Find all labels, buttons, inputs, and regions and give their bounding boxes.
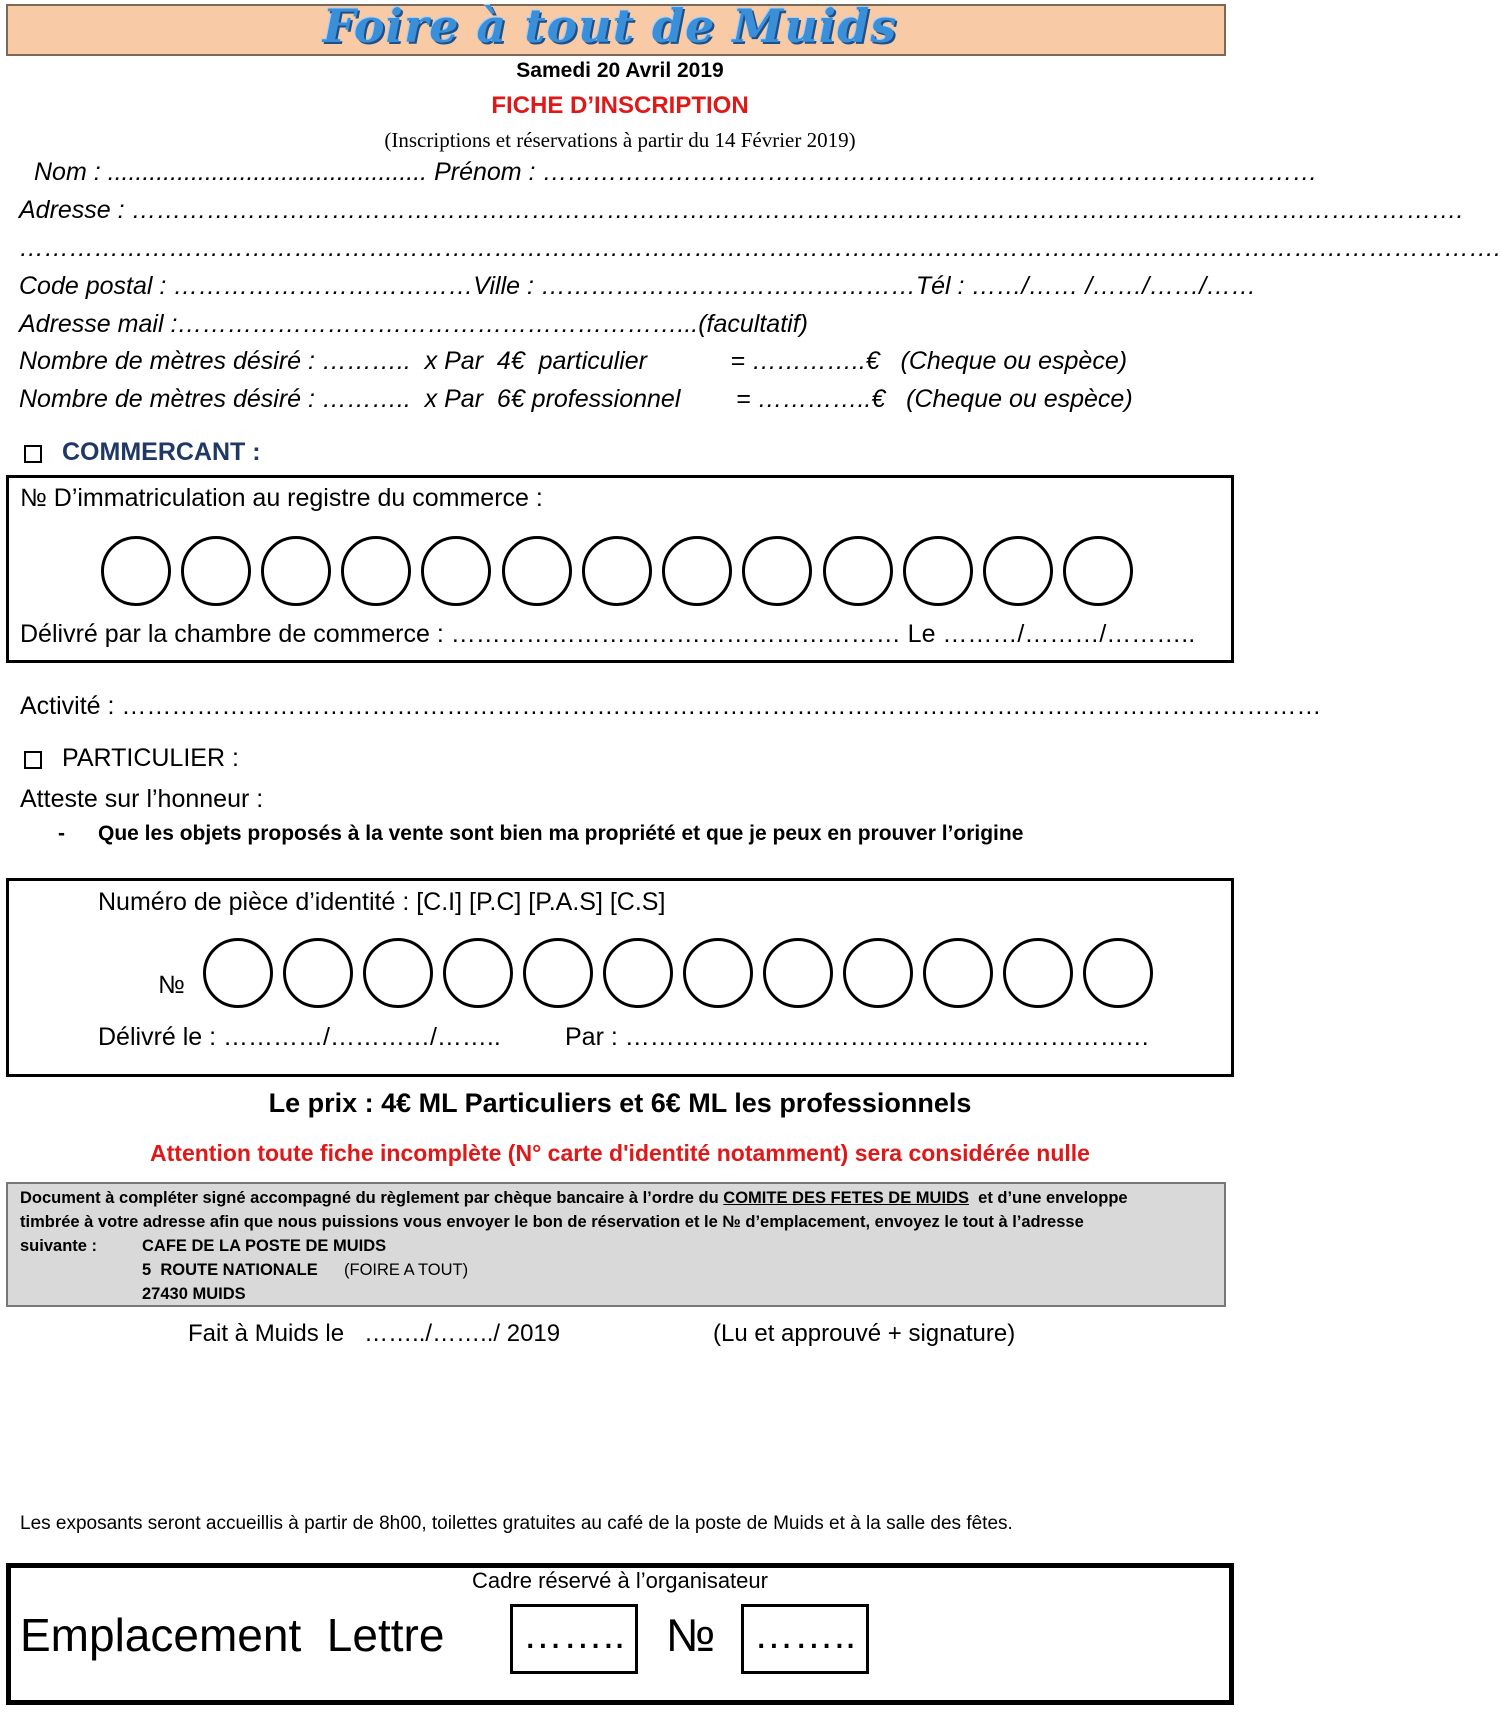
nom-prenom-field[interactable]: Nom : .............................................. Prénom : ………………………………………………………………………………… [34,158,1318,186]
comite-name: COMITE DES FETES DE MUIDS [723,1189,969,1207]
digit-circle[interactable] [603,938,673,1008]
page-title: Foire à tout de Muids [322,0,898,53]
fait-a-field[interactable]: Fait à Muids le ……../……../ 2019 [188,1320,561,1347]
numero-label: № [158,971,185,999]
delivre-le-field[interactable]: Délivré le : …………/…………/…….. [98,1023,501,1051]
numero-value: …….. [753,1613,857,1657]
digit-circle[interactable] [421,536,491,606]
digit-circle[interactable] [983,536,1053,606]
digit-circle[interactable] [742,536,812,606]
instructions-text: Document à compléter signé accompagné du règlement par chèque bancaire à l’ordre du [20,1189,724,1207]
particulier-label: PARTICULIER : [62,744,239,772]
digit-circle[interactable] [443,938,513,1008]
metres-professionnel-field[interactable]: Nombre de mètres désiré : ……….. x Par 6€ professionnel = …………..€ (Cheque ou espèce) [19,385,1133,413]
digit-circle[interactable] [203,938,273,1008]
chambre-commerce-field[interactable]: Délivré par la chambre de commerce : ……………………………………………… Le ………/………/……….. [20,620,1196,648]
address-line1: CAFE DE LA POSTE DE MUIDS [142,1237,387,1255]
lettre-box[interactable] [510,1604,638,1674]
par-field[interactable]: Par : ……………………………………………………… [565,1023,1150,1051]
digit-circle[interactable] [523,938,593,1008]
inscriptions-note: (Inscriptions et réservations à partir du 14 Février 2019) [384,128,856,152]
attestation-text: Que les objets proposés à la vente sont bien ma propriété et que je peux en prouver l’origine [98,822,1024,845]
digit-circle[interactable] [502,536,572,606]
bullet-dash: - [58,822,65,845]
digit-circle[interactable] [181,536,251,606]
incomplete-warning: Attention toute fiche incomplète (N° carte d'identité notamment) sera considérée nulle [150,1140,1090,1166]
piece-identite-label: Numéro de pièce d’identité : [C.I] [P.C] [P.A.S] [C.S] [98,888,666,916]
lettre-value: …….. [522,1613,626,1657]
form-heading: FICHE D’INSCRIPTION [491,92,749,119]
organisateur-title: Cadre réservé à l’organisateur [472,1568,768,1593]
address-line2: 5 ROUTE NATIONALE [142,1261,318,1279]
digit-circle[interactable] [582,536,652,606]
adresse-field-line2[interactable]: ……………………………………………………………………………………………………………………………………………………………. [19,234,1501,262]
commercant-checkbox[interactable] [24,445,42,463]
price-info: Le prix : 4€ ML Particuliers et 6€ ML les professionnels [268,1088,972,1118]
digit-circle[interactable] [283,938,353,1008]
instructions-line2: timbrée à votre adresse afin que nous puissions vous envoyer le bon de réservation et le № d’emplacement, envoyez le tout à l’adresse [20,1213,1084,1231]
signature-field[interactable]: (Lu et approuvé + signature) [713,1320,1016,1347]
address-note: (FOIRE A TOUT) [344,1261,469,1279]
digit-circle[interactable] [261,536,331,606]
digit-circle[interactable] [1063,536,1133,606]
address-line3: 27430 MUIDS [142,1285,246,1303]
atteste-label: Atteste sur l’honneur : [20,785,264,813]
digit-circle[interactable] [683,938,753,1008]
digit-circle[interactable] [823,536,893,606]
numero-box[interactable] [741,1604,869,1674]
numero-org-label: № [666,1609,716,1661]
code-postal-ville-tel-field[interactable]: Code postal : ………………………………Ville : ………………………………………Tél : ……/…… /……/……/…… [19,272,1257,300]
digit-circle[interactable] [923,938,993,1008]
digit-circle[interactable] [763,938,833,1008]
commercant-label: COMMERCANT : [62,438,261,466]
event-date: Samedi 20 Avril 2019 [516,59,724,82]
instructions-text: et d’une enveloppe [968,1189,1128,1207]
emplacement-label: Emplacement Lettre [20,1609,445,1661]
digit-circle[interactable] [1003,938,1073,1008]
instructions-box [6,1182,1226,1307]
digit-circle[interactable] [363,938,433,1008]
instructions-line1 [20,1186,1128,1210]
digit-circle[interactable] [341,536,411,606]
particulier-checkbox[interactable] [24,751,42,769]
digit-circle[interactable] [1083,938,1153,1008]
digit-circle[interactable] [903,536,973,606]
digit-circle[interactable] [101,536,171,606]
digit-circle[interactable] [662,536,732,606]
activite-field[interactable]: Activité : ……………………………………………………………………………………………………………………………… [20,692,1322,720]
exposants-note: Les exposants seront accueillis à partir de 8h00, toilettes gratuites au café de la poste de Muids et à la salle des fêtes. [20,1513,1013,1534]
adresse-field[interactable]: Adresse : ……………………………………………………………………………………………………………………………………………. [19,196,1464,224]
immatriculation-label: № D’immatriculation au registre du commerce : [20,484,543,512]
digit-circle[interactable] [843,938,913,1008]
metres-particulier-field[interactable]: Nombre de mètres désiré : ……….. x Par 4€ particulier = …………..€ (Cheque ou espèce) [19,347,1128,375]
email-field[interactable]: Adresse mail :……………………………………………………...(facultatif) [19,310,808,338]
instructions-line3-label: suivante : [20,1237,98,1255]
